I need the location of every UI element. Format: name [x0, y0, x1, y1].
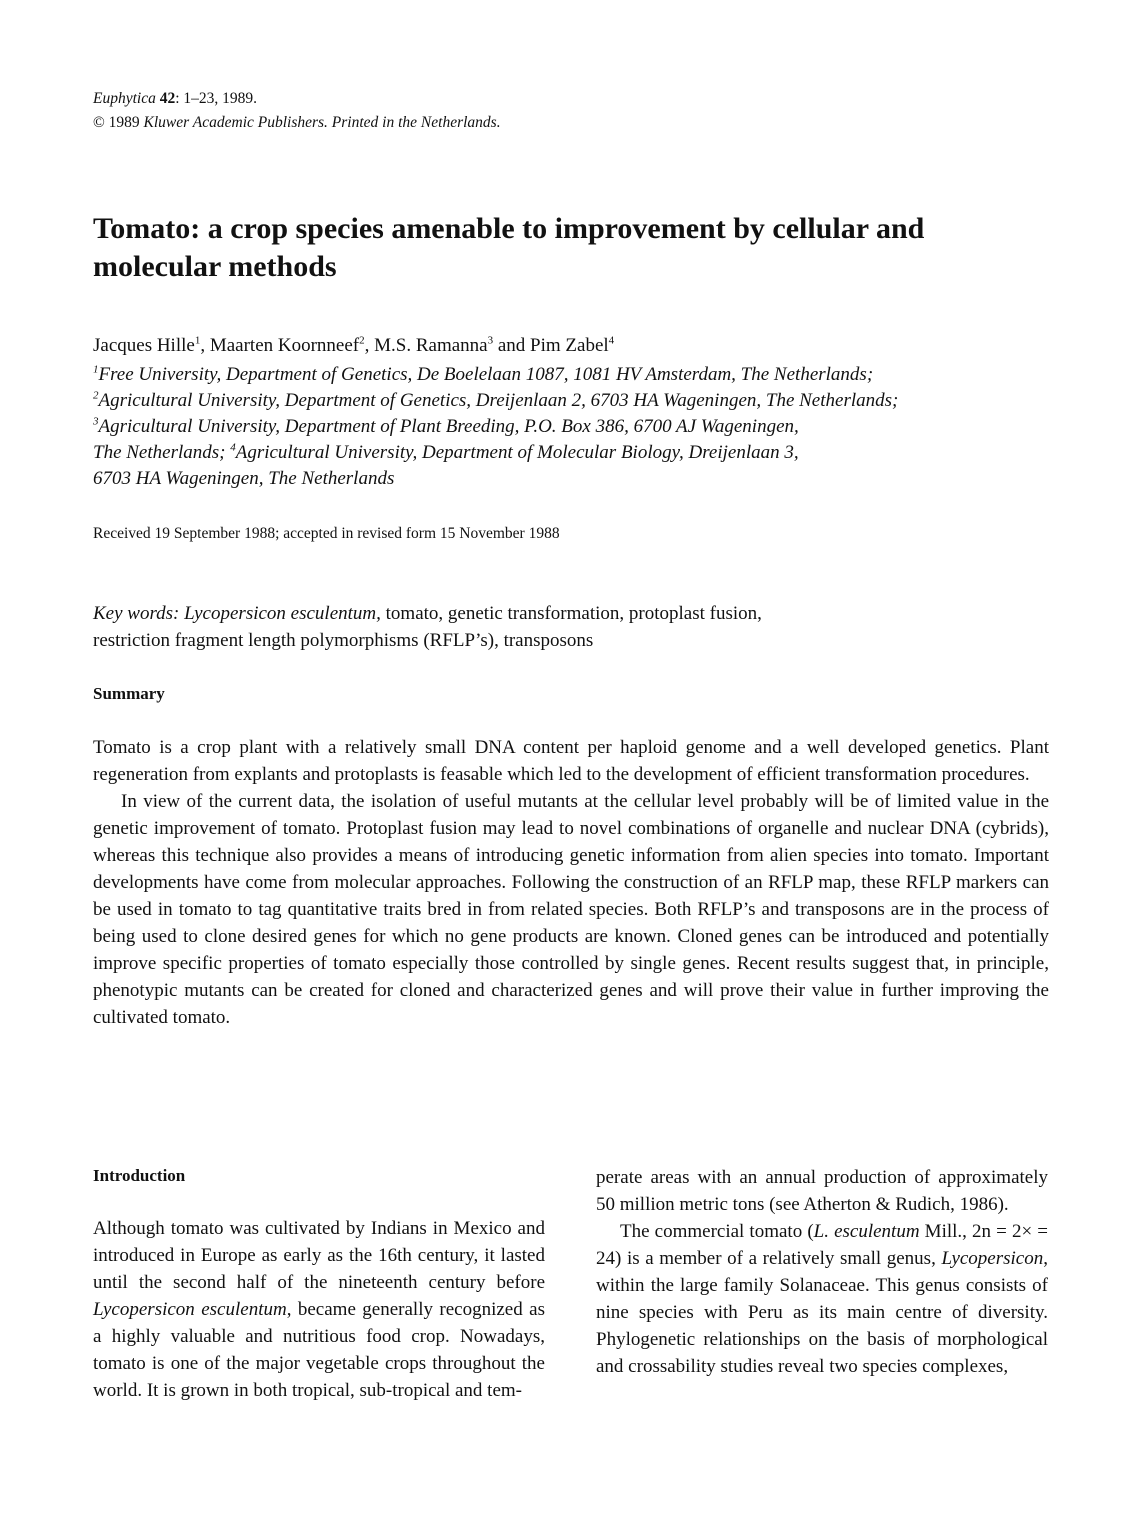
intro-text: Mill., 2n = 2× = 24) is a member of a relatively small genus,: [596, 1221, 1048, 1269]
keywords-text: tomato, genetic transformation, protoplast fusion,: [380, 603, 762, 624]
keywords-line: restriction fragment length polymorphisms (RFLP’s), transposons: [93, 630, 594, 651]
intro-species: L. esculentum: [813, 1221, 920, 1242]
author: M.S. Ramanna: [374, 335, 488, 356]
keywords-label: Key words:: [93, 603, 180, 624]
paper-title: Tomato: a crop species amenable to improvement by cellular and molecular methods: [93, 212, 925, 283]
intro-species: Lycopersicon esculentum: [93, 1299, 287, 1320]
affiliation-sup: 4: [230, 441, 236, 454]
summary-paragraph: Tomato is a crop plant with a relatively small DNA content per haploid genome and a well developed genetics. Plant regeneration from explants and protoplasts is feasable which led to the development of efficient transformation procedures.: [93, 737, 1049, 785]
journal-line: [93, 87, 501, 111]
affiliation-line: [93, 414, 1053, 440]
affiliation-text: Agricultural University, Department of Molecular Biology, Dreijenlaan 3,: [235, 442, 799, 463]
author-sep: ,: [200, 335, 210, 356]
introduction-right-column: [596, 1164, 1048, 1380]
affiliation-line: [93, 440, 1053, 466]
introduction-heading: Introduction: [93, 1166, 186, 1185]
affiliations: [93, 362, 1053, 492]
copyright-symbol: ©: [93, 114, 105, 131]
journal-citation: [93, 87, 501, 135]
intro-paragraph: [93, 1215, 545, 1404]
intro-text: Although tomato was cultivated by Indians in Mexico and introduced in Europe as early as the 16th century, it lasted until the second half of the nineteenth century before: [93, 1218, 545, 1293]
affiliation-line: [93, 362, 1053, 388]
intro-text: , became generally recognized as a highly valuable and nutritious food crop. Nowadays, tomato is one of the major vegetable crops throughout the world. It is grown in both tropical, sub-tropical and tem-: [93, 1299, 545, 1401]
received-dates: Received 19 September 1988; accepted in revised form 15 November 1988: [93, 525, 560, 542]
affiliation-line: [93, 388, 1053, 414]
intro-text: , within the large family Solanaceae. This genus consists of nine species with Peru as its main centre of diversity. Phylogenetic relationships on the basis of morphological and crossability studies reveal two species complexes,: [596, 1248, 1048, 1377]
affiliation-line: [93, 466, 1053, 492]
intro-paragraph: perate areas with an annual production of approximately 50 million metric tons (see Atherton & Rudich, 1986).: [596, 1167, 1048, 1215]
author-sep: and: [493, 335, 531, 356]
intro-text: The commercial tomato (: [620, 1221, 814, 1242]
affiliation-text: Free University, Department of Genetics, De Boelelaan 1087, 1081 HV Amsterdam, The Netherlands;: [98, 364, 874, 385]
introduction-left-column: [93, 1215, 545, 1404]
author: Maarten Koornneef: [209, 335, 360, 356]
copyright-line: [93, 111, 501, 135]
author-sup: 1: [194, 334, 201, 347]
summary-body: [93, 734, 1049, 1031]
journal-volume: 42: [159, 90, 176, 107]
affiliation-text: 6703 HA Wageningen, The Netherlands: [93, 468, 395, 489]
author-sup: 3: [487, 334, 494, 347]
author: Jacques Hille: [93, 335, 195, 356]
author-sep: ,: [364, 335, 375, 356]
affiliation-sup: 3: [93, 415, 99, 428]
journal-name: Euphytica: [93, 90, 156, 107]
author: Pim Zabel: [530, 335, 609, 356]
publisher: Kluwer Academic Publishers. Printed in the Netherlands.: [143, 114, 501, 131]
author-list: [93, 333, 614, 359]
journal-pages-year: : 1–23, 1989.: [175, 90, 258, 107]
affiliation-sup: 1: [93, 363, 99, 376]
keywords: [93, 600, 1053, 654]
intro-paragraph: [596, 1218, 1048, 1380]
affiliation-text: Agricultural University, Department of Genetics, Dreijenlaan 2, 6703 HA Wageningen, The Netherlands;: [98, 390, 899, 411]
author-sup: 2: [359, 334, 365, 347]
copyright-year: 1989: [108, 114, 140, 131]
affiliation-text: The Netherlands;: [93, 442, 231, 463]
summary-heading: Summary: [93, 684, 165, 703]
keyword-species: Lycopersicon esculentum,: [184, 603, 381, 624]
affiliation-sup: 2: [93, 389, 99, 402]
author-sup: 4: [608, 334, 615, 347]
summary-paragraph: In view of the current data, the isolation of useful mutants at the cellular level probably will be of limited value in the genetic improvement of tomato. Protoplast fusion may lead to novel combinations of organelle and nuclear DNA (cybrids), whereas this technique also provides a means of introducing genetic information from alien species into tomato. Important developments have come from molecular approaches. Following the construction of an RFLP map, these RFLP markers can be used in tomato to tag quantitative traits bred in from related species. Both RFLP’s and transposons are in the process of being used to clone desired genes for which no gene products are known. Cloned genes can be introduced and potentially improve specific properties of tomato especially those controlled by single genes. Recent results suggest that, in principle, phenotypic mutants can be created for cloned and characterized genes and will prove their value in further improving the cultivated tomato.: [93, 791, 1049, 1028]
affiliation-text: Agricultural University, Department of Plant Breeding, P.O. Box 386, 6700 AJ Wageningen,: [98, 416, 799, 437]
intro-genus: Lycopersicon: [941, 1248, 1044, 1269]
keywords-line: [93, 600, 1053, 627]
